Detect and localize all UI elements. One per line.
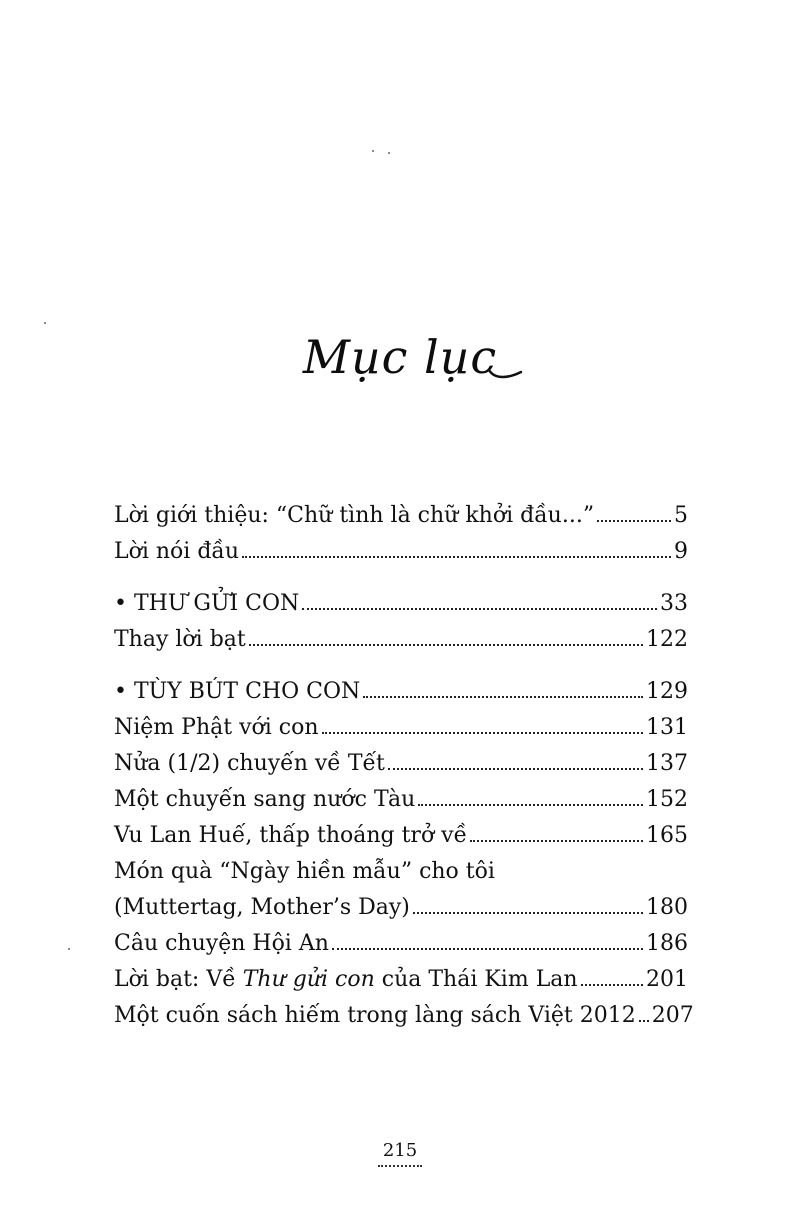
toc-leader-dots (470, 840, 643, 842)
toc-entry (114, 818, 688, 854)
toc-entry-title: Một cuốn sách hiếm trong làng sách Việt 2012 (114, 1003, 636, 1028)
toc-entry-title: Câu chuyện Hội An (114, 931, 329, 956)
toc-entry-page: 131 (646, 715, 688, 740)
toc-entry (114, 926, 688, 962)
toc-entry-title-part: của Thái Kim Lan (374, 967, 578, 992)
toc-leader-dots (581, 984, 643, 986)
toc-entry-title: Món quà “Ngày hiền mẫu” cho tôi (114, 859, 495, 884)
toc-entry-title-italic: Thư gửi con (242, 967, 375, 992)
toc-entry (114, 890, 688, 926)
toc-leader-dots (363, 696, 643, 698)
toc-entry-page: 186 (646, 931, 688, 956)
toc-leader-dots (249, 644, 643, 646)
toc-entry-title-part: Lời bạt: Về (114, 967, 243, 992)
toc-entry (114, 746, 688, 782)
toc-leader-dots (242, 556, 671, 558)
toc-leader-dots (302, 608, 657, 610)
toc-entry (114, 498, 688, 534)
toc-entry-title: Nửa (1/2) chuyến về Tết (114, 751, 385, 776)
toc-entry (114, 998, 694, 1034)
toc-leader-dots (597, 520, 671, 522)
toc-entry-page: 165 (646, 823, 688, 848)
page-footer (0, 1140, 800, 1167)
toc-leader-dots (322, 732, 643, 734)
toc-entry-page: 137 (646, 751, 688, 776)
toc-entry (114, 586, 688, 622)
toc-entry (114, 854, 688, 890)
toc-entry-page: 152 (646, 787, 688, 812)
page-heading (303, 330, 497, 384)
toc-leader-dots (639, 1020, 649, 1022)
heading-container (0, 330, 800, 384)
toc-leader-dots (413, 912, 643, 914)
paper-speck (372, 150, 374, 152)
toc-entry-title: • TÙY BÚT CHO CON (114, 679, 361, 704)
toc-entry-page: 207 (651, 1003, 694, 1028)
page-number-underline (378, 1161, 422, 1167)
toc-leader-dots (418, 804, 643, 806)
toc-entry-page: 129 (646, 679, 688, 704)
toc-entry-title: (Muttertag, Mother’s Day) (114, 895, 410, 920)
toc-leader-dots (388, 768, 643, 770)
toc-entry (114, 674, 688, 710)
toc-entry-title: Vu Lan Huế, thấp thoáng trở về (114, 823, 468, 848)
paper-speck (388, 152, 390, 154)
paper-speck (44, 322, 46, 324)
toc-entry (114, 962, 688, 998)
toc-entry-page: 122 (646, 627, 688, 652)
toc-entry-page: 33 (660, 591, 688, 616)
toc-entry-page: 9 (674, 539, 688, 564)
toc-entry-title: Một chuyến sang nước Tàu (114, 787, 416, 812)
swash-ornament (487, 366, 523, 380)
toc-entry-title: Niệm Phật với con (114, 715, 319, 740)
toc-entry (114, 710, 688, 746)
toc-entry-page: 5 (674, 503, 688, 528)
table-of-contents (114, 498, 694, 1034)
toc-entry (114, 622, 688, 658)
toc-entry-page: 180 (646, 895, 688, 920)
page-number: 215 (382, 1140, 418, 1161)
toc-entry-title: Lời nói đầu (114, 539, 240, 564)
page-heading-text: Mục lục (302, 330, 498, 384)
toc-entry-title: • THƯ GỬI CON (114, 591, 300, 616)
paper-speck (68, 948, 70, 950)
toc-entry-title (114, 962, 578, 998)
toc-leader-dots (332, 948, 643, 950)
toc-entry-page: 201 (646, 967, 688, 992)
toc-entry-title: Lời giới thiệu: “Chữ tình là chữ khởi đầu...” (114, 503, 595, 528)
toc-entry-title: Thay lời bạt (114, 627, 246, 652)
toc-entry (114, 534, 688, 570)
toc-entry (114, 782, 688, 818)
